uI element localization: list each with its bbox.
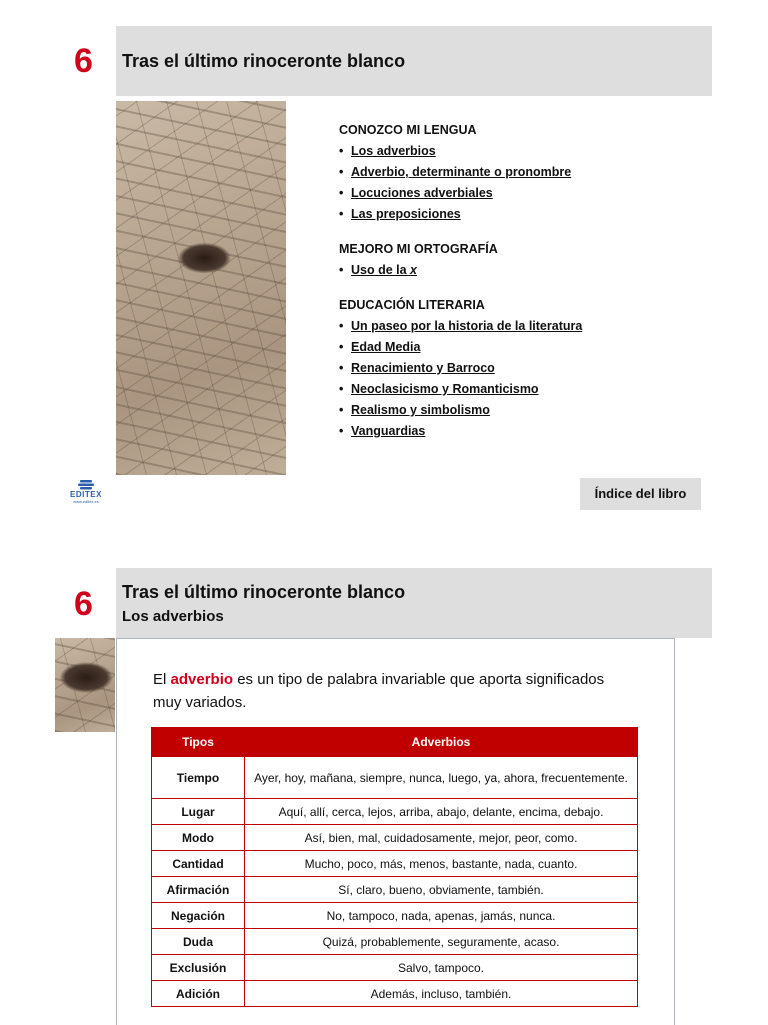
rhino-eye-thumbnail [55, 638, 115, 732]
column-header-tipos: Tipos [152, 728, 245, 757]
table-header-row [152, 728, 638, 757]
toc-link-vanguardias[interactable]: • Vanguardias [339, 421, 699, 442]
intro-highlight-term: adverbio [170, 671, 234, 688]
type-cell: Adición [152, 981, 245, 1007]
toc-link-preposiciones[interactable]: • Las preposiciones [339, 204, 699, 225]
table-row [152, 877, 638, 903]
toc-heading: MEJORO MI ORTOGRAFÍA [339, 242, 498, 256]
intro-after: es un tipo de palabra invariable que aporta significados muy variados. [153, 671, 605, 711]
table-row [152, 981, 638, 1007]
type-cell: Lugar [152, 799, 245, 825]
toc-link-adverbio-determinante[interactable]: • Adverbio, determinante o pronombre [339, 162, 699, 183]
adverbs-cell: Mucho, poco, más, menos, bastante, nada, cuanto. [245, 851, 638, 877]
page-title-2: Tras el último rinoceronte blanco [122, 582, 406, 602]
toc-link-paseo[interactable]: • Un paseo por la historia de la literatura [339, 316, 699, 337]
type-cell: Duda [152, 929, 245, 955]
table-row [152, 929, 638, 955]
adverbs-cell: Además, incluso, también. [245, 981, 638, 1007]
intro-text [153, 668, 623, 714]
table-row [152, 903, 638, 929]
title-bar-2 [116, 568, 712, 638]
toc-heading: CONOZCO MI LENGUA [339, 123, 477, 137]
editex-logo [66, 480, 106, 512]
type-cell: Modo [152, 825, 245, 851]
table-row [152, 851, 638, 877]
toc-link-neoclasicismo[interactable]: • Neoclasicismo y Romanticismo [339, 379, 699, 400]
editex-logo-icon [74, 480, 98, 490]
toc-section-ortografia [339, 239, 699, 281]
toc-link-uso-x[interactable]: • Uso de la x [339, 260, 699, 281]
table-row [152, 825, 638, 851]
book-index-button[interactable]: Índice del libro [580, 478, 701, 510]
adverbs-cell: Ayer, hoy, mañana, siempre, nunca, luego, ya, ahora, frecuentemente. [245, 757, 638, 799]
adverbs-cell: Aquí, allí, cerca, lejos, arriba, abajo, delante, encima, debajo. [245, 799, 638, 825]
toc-link-realismo[interactable]: • Realismo y simbolismo [339, 400, 699, 421]
toc-link-edad-media[interactable]: • Edad Media [339, 337, 699, 358]
table-of-contents [339, 120, 699, 456]
adverbs-cell: Sí, claro, bueno, obviamente, también. [245, 877, 638, 903]
table-row [152, 955, 638, 981]
adverbs-cell: No, tampoco, nada, apenas, jamás, nunca. [245, 903, 638, 929]
logo-name: EDITEX [70, 490, 102, 499]
toc-link-locuciones[interactable]: • Locuciones adverbiales [339, 183, 699, 204]
intro-before: El [153, 671, 171, 688]
adverbs-cell: Salvo, tampoco. [245, 955, 638, 981]
toc-link-adverbios[interactable]: • Los adverbios [339, 141, 699, 162]
type-cell: Exclusión [152, 955, 245, 981]
logo-url: www.editex.es [73, 499, 99, 504]
toc-section-literaria [339, 295, 699, 442]
title-bar [116, 26, 712, 96]
toc-section-lengua [339, 120, 699, 225]
page-subtitle: Los adverbios [122, 608, 224, 625]
table-row [152, 757, 638, 799]
toc-heading: EDUCACIÓN LITERARIA [339, 298, 485, 312]
type-cell: Negación [152, 903, 245, 929]
page-title: Tras el último rinoceronte blanco [122, 51, 406, 71]
type-cell: Tiempo [152, 757, 245, 799]
adverbs-cell: Quizá, probablemente, seguramente, acaso. [245, 929, 638, 955]
adverbs-table [151, 727, 638, 1007]
type-cell: Cantidad [152, 851, 245, 877]
chapter-number: 6 [74, 42, 93, 80]
toc-link-renacimiento[interactable]: • Renacimiento y Barroco [339, 358, 699, 379]
rhino-eye-photo [116, 101, 286, 475]
adverbs-cell: Así, bien, mal, cuidadosamente, mejor, peor, como. [245, 825, 638, 851]
column-header-adverbios: Adverbios [245, 728, 638, 757]
chapter-number-2: 6 [74, 585, 93, 623]
table-row [152, 799, 638, 825]
type-cell: Afirmación [152, 877, 245, 903]
